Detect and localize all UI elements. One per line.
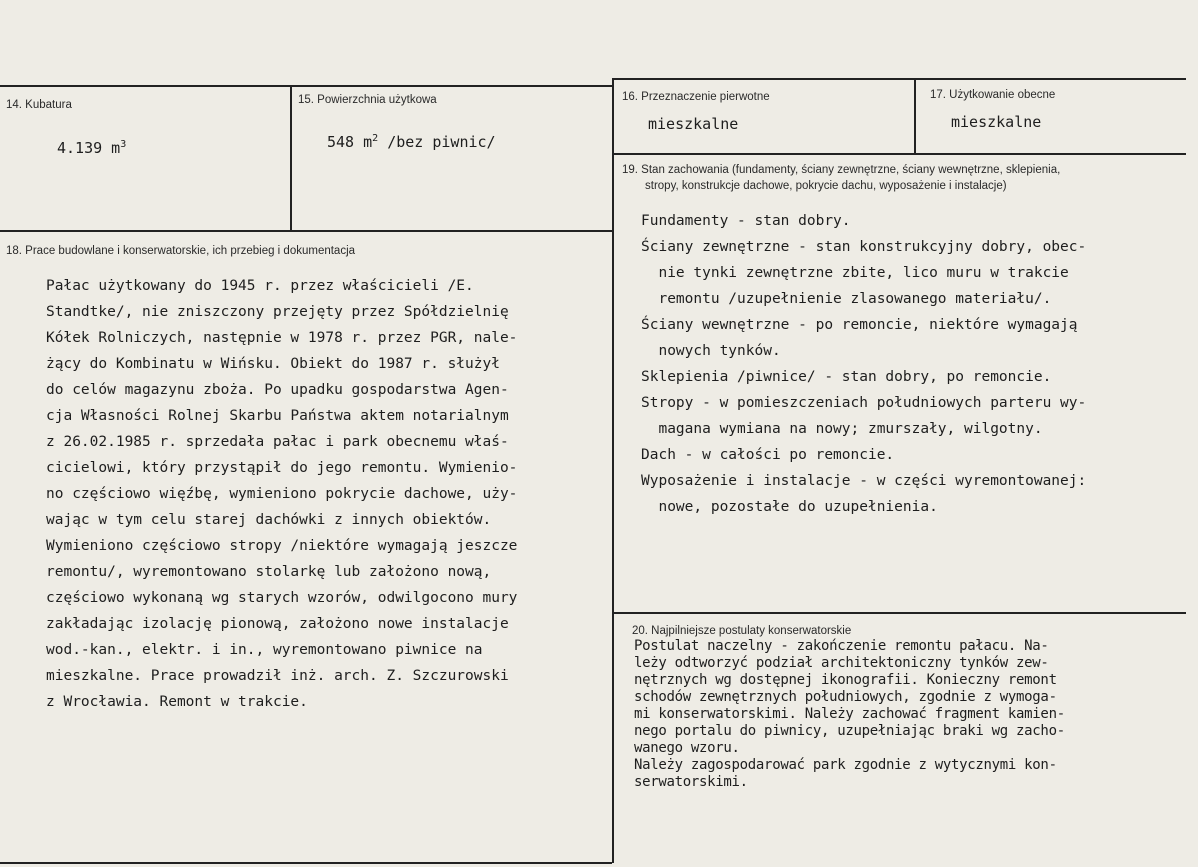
- przeznaczenie-label: 16. Przeznaczenie pierwotne: [622, 91, 770, 103]
- prace-line: z Wrocławia. Remont w trakcie.: [46, 694, 308, 710]
- stan-line: remontu /uzupełnienie zlasowanego materiału/.: [641, 291, 1052, 307]
- stan-line: nowe, pozostałe do uzupełnienia.: [641, 499, 938, 515]
- prace-line: wod.-kan., elektr. i in., wyremontowano piwnice na: [46, 642, 483, 658]
- postulaty-line: Postulat naczelny - zakończenie remontu pałacu. Na-: [634, 638, 1049, 654]
- grid-vertical-kubatura: [290, 86, 292, 232]
- stan-zachowania-label: [622, 162, 1060, 194]
- stan-line: Ściany zewnętrzne - stan konstrukcyjny dobry, obec-: [641, 239, 1087, 255]
- postulaty-line: wanego wzoru.: [634, 740, 740, 756]
- kubatura-unit-sup: 3: [120, 139, 127, 150]
- prace-line: Pałac użytkowany do 1945 r. przez właścicieli /E.: [46, 278, 474, 294]
- prace-line: Standtke/, nie zniszczony przejęty przez Spółdzielnię: [46, 304, 509, 320]
- grid-top-left-line: [0, 85, 612, 87]
- prace-line: Kółek Rolniczych, następnie w 1978 r. przez PGR, nale-: [46, 330, 518, 346]
- grid-kubatura-bottom: [0, 230, 612, 232]
- postulaty-line: serwatorskimi.: [634, 774, 748, 790]
- uzytkowanie-label: 17. Użytkowanie obecne: [930, 89, 1056, 101]
- prace-line: mieszkalne. Prace prowadził inż. arch. Z. Szczurowski: [46, 668, 509, 684]
- uzytkowanie-value: mieszkalne: [951, 113, 1042, 131]
- postulaty-text: [634, 638, 1065, 791]
- postulaty-line: leży odtworzyć podział architektoniczny tynków zew-: [634, 655, 1049, 671]
- grid-top-right-line: [612, 78, 1186, 80]
- kubatura-number: 4.139 m: [57, 139, 121, 157]
- kubatura-value: [57, 139, 126, 157]
- prace-line: wając w tym celu starej dachówki z innych obiektów.: [46, 512, 492, 528]
- prace-line: remontu/, wyremontowano stolarkę lub założono nową,: [46, 564, 492, 580]
- stan-line: Ściany wewnętrzne - po remoncie, niektóre wymagają: [641, 317, 1078, 333]
- stan-line: Fundamenty - stan dobry.: [641, 213, 851, 229]
- kubatura-label: 14. Kubatura: [6, 99, 72, 111]
- powierzchnia-unit-sup: 2: [372, 133, 379, 144]
- prace-label: 18. Prace budowlane i konserwatorskie, ich przebieg i dokumentacja: [6, 245, 356, 257]
- postulaty-line: Należy zagospodarować park zgodnie z wytycznymi kon-: [634, 757, 1057, 773]
- postulaty-label: 20. Najpilniejsze postulaty konserwatorskie: [632, 625, 852, 637]
- prace-line: no częściowo więźbę, wymieniono pokrycie dachowe, uży-: [46, 486, 518, 502]
- prace-line: częściowo wykonaną wg starych wzorów, odwilgocono mury: [46, 590, 518, 606]
- powierzchnia-note: /bez piwnic/: [378, 133, 496, 151]
- prace-line: do celów magazynu zboża. Po upadku gospodarstwa Agen-: [46, 382, 509, 398]
- prace-text: [46, 273, 517, 715]
- stan-zachowania-label-line2: stropy, konstrukcje dachowe, pokrycie dachu, wyposażenie i instalacje): [645, 180, 1007, 192]
- stan-zachowania-text: [641, 208, 1086, 520]
- prace-line: żący do Kombinatu w Wińsku. Obiekt do 1987 r. służył: [46, 356, 500, 372]
- grid-bottom-left-line: [0, 862, 612, 864]
- prace-line: Wymieniono częściowo stropy /niektóre wymagają jeszcze: [46, 538, 518, 554]
- postulaty-line: mi konserwatorskimi. Należy zachować fragment kamien-: [634, 706, 1065, 722]
- postulaty-line: nętrznych wg dostępnej ikonografii. Konieczny remont: [634, 672, 1057, 688]
- stan-line: nie tynki zewnętrzne zbite, lico muru w trakcie: [641, 265, 1069, 281]
- powierzchnia-label: 15. Powierzchnia użytkowa: [298, 94, 437, 106]
- stan-line: Sklepienia /piwnice/ - stan dobry, po remoncie.: [641, 369, 1052, 385]
- stan-line: Wyposażenie i instalacje - w części wyremontowanej:: [641, 473, 1087, 489]
- przeznaczenie-value: mieszkalne: [648, 115, 739, 133]
- postulaty-line: nego portalu do piwnicy, uzupełniając braki wg zacho-: [634, 723, 1065, 739]
- grid-vertical-center: [612, 78, 614, 863]
- postulaty-line: schodów zewnętrznych południowych, zgodnie z wymoga-: [634, 689, 1057, 705]
- grid-przeznaczenie-bottom: [612, 153, 1186, 155]
- stan-line: Stropy - w pomieszczeniach południowych parteru wy-: [641, 395, 1087, 411]
- powierzchnia-value: [327, 133, 496, 151]
- powierzchnia-number: 548 m: [327, 133, 373, 151]
- grid-vertical-uzytkowanie: [914, 78, 916, 154]
- stan-line: nowych tynków.: [641, 343, 781, 359]
- prace-line: cicielowi, który przystąpił do jego remontu. Wymienio-: [46, 460, 518, 476]
- stan-line: magana wymiana na nowy; zmurszały, wilgotny.: [641, 421, 1043, 437]
- prace-line: z 26.02.1985 r. sprzedała pałac i park obecnemu właś-: [46, 434, 509, 450]
- prace-line: cja Własności Rolnej Skarbu Państwa aktem notarialnym: [46, 408, 509, 424]
- prace-line: zakładając izolację pionową, założono nowe instalacje: [46, 616, 509, 632]
- grid-stan-bottom: [612, 612, 1186, 614]
- stan-line: Dach - w całości po remoncie.: [641, 447, 895, 463]
- stan-zachowania-label-line1: 19. Stan zachowania (fundamenty, ściany zewnętrzne, ściany wewnętrzne, sklepienia,: [622, 164, 1061, 176]
